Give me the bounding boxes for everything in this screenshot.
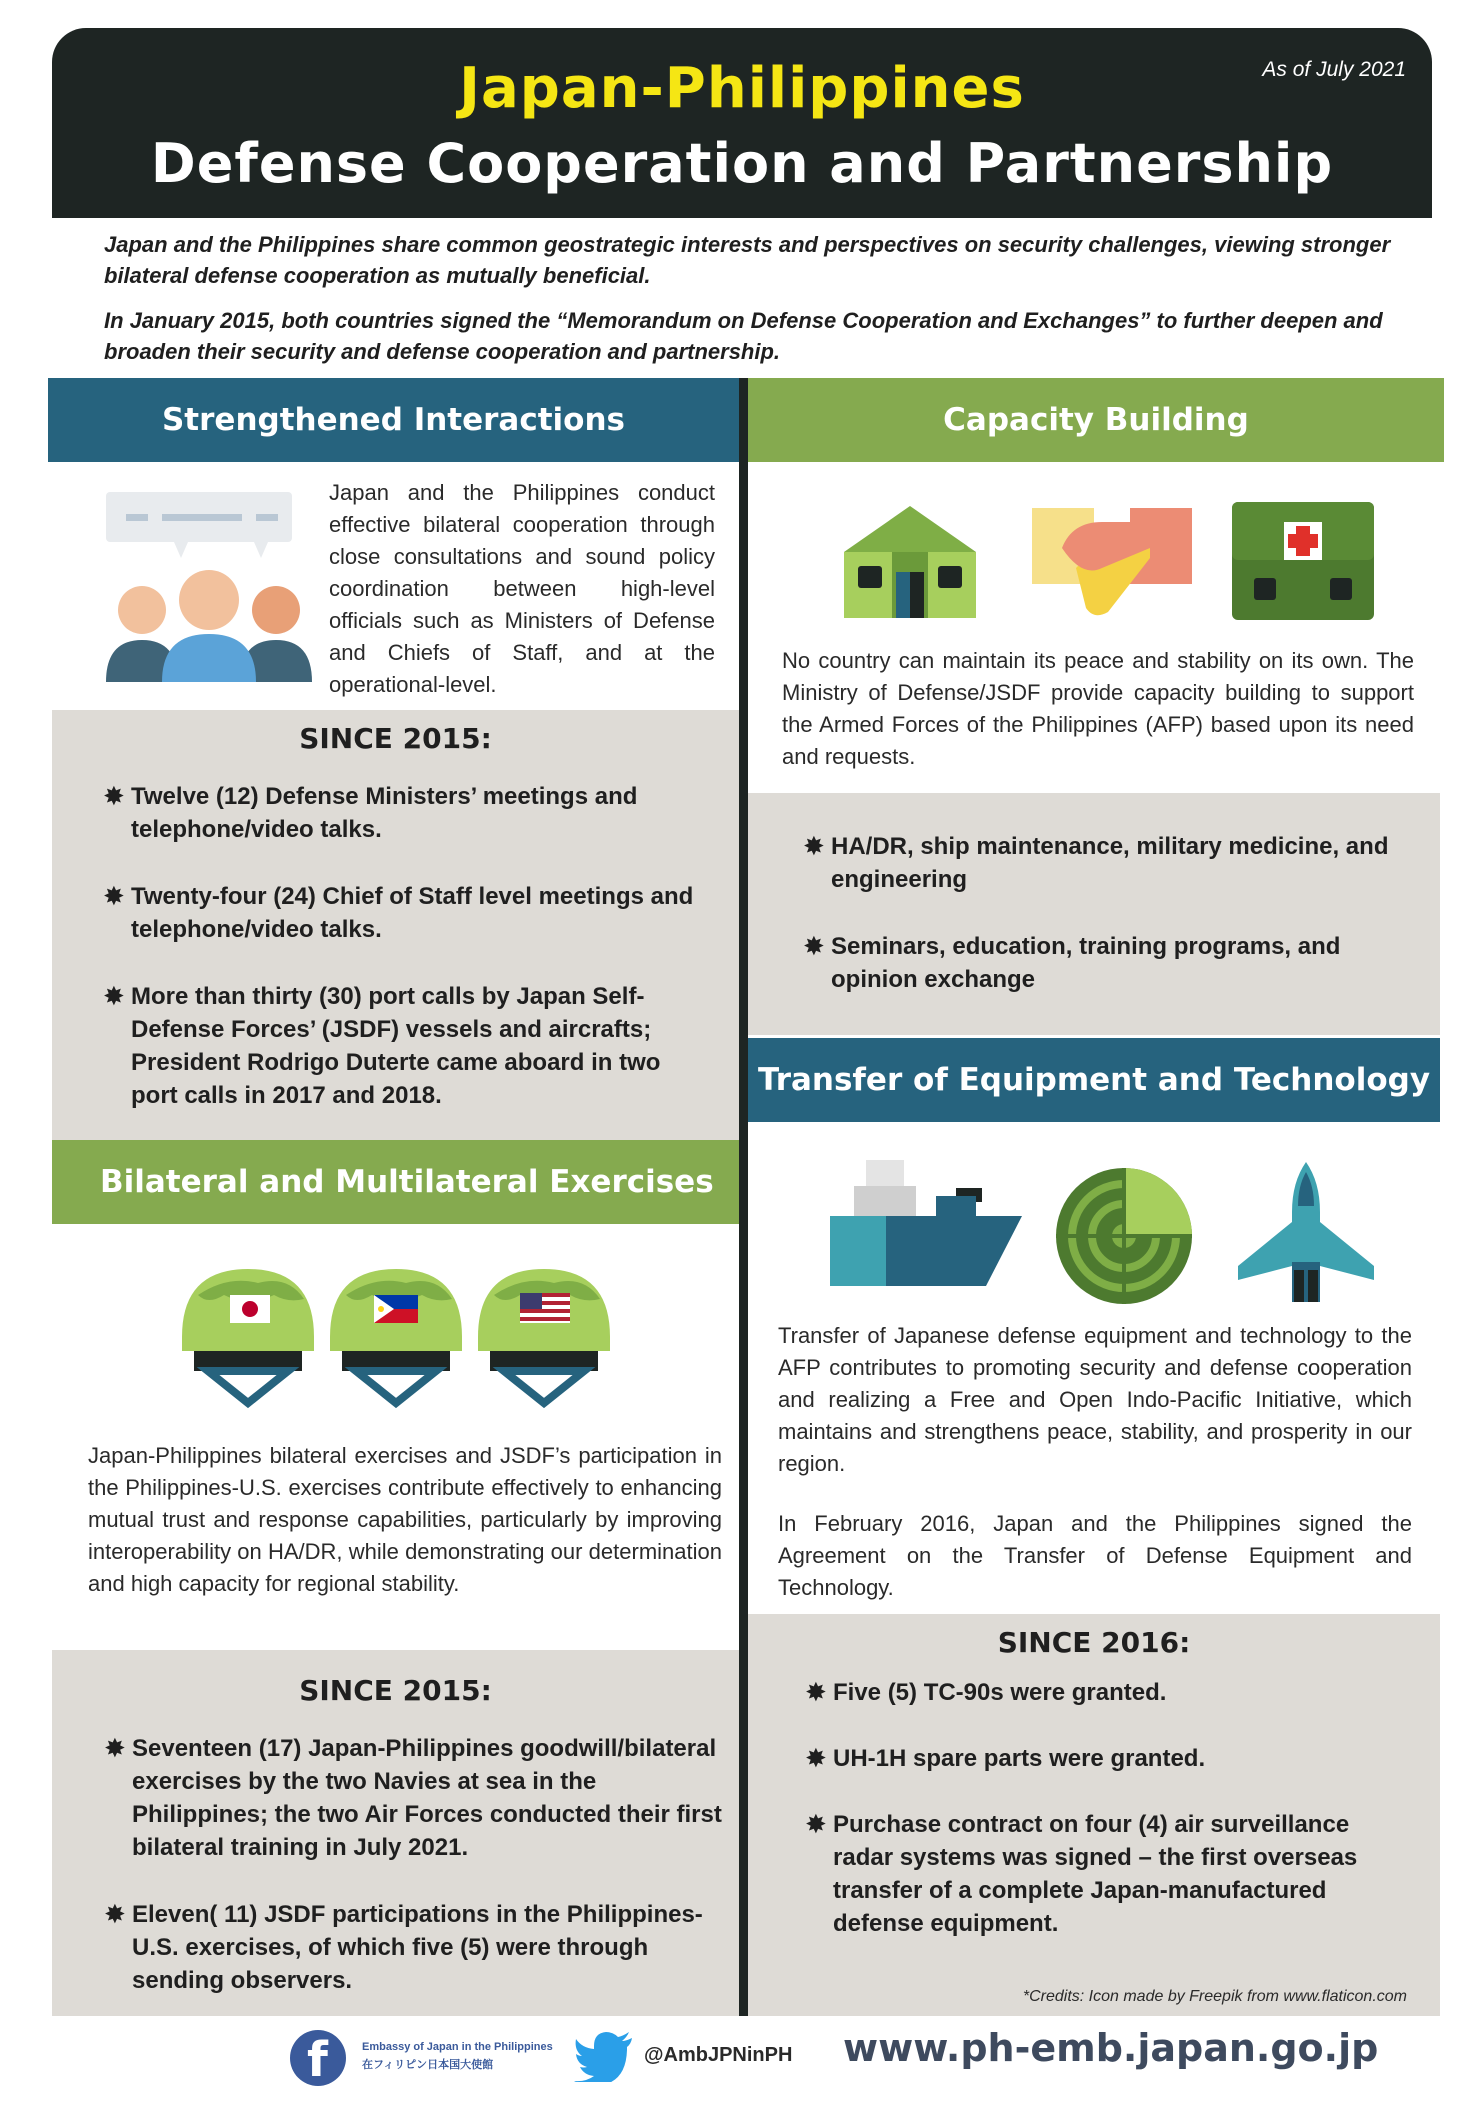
intro-paragraph-1: Japan and the Philippines share common geostrategic interests and perspectives on security challenges, viewing stronger bilateral defense cooperation as mutually beneficial. xyxy=(104,232,1391,288)
star-bullet-icon: ✸ xyxy=(805,1743,827,1773)
twitter-handle[interactable]: @AmbJPNinPH xyxy=(644,2044,793,2066)
list-item xyxy=(803,830,1421,896)
bullet-text: Eleven( 11) JSDF participations in the Philippines-U.S. exercises, of which five (5) were through sending observers. xyxy=(132,1901,703,1994)
bullet-text: HA/DR, ship maintenance, military medicine, and engineering xyxy=(831,833,1389,893)
embassy-name-jp[interactable]: 在フィリピン日本国大使館 xyxy=(362,2059,494,2071)
star-bullet-icon: ✸ xyxy=(103,981,125,1011)
bullet-text: Purchase contract on four (4) air surveillance radar systems was signed – the first overseas transfer of a complete Japan-manufactured defense equipment. xyxy=(833,1811,1358,1937)
fighter-jet-icon xyxy=(1236,1162,1376,1302)
star-bullet-icon: ✸ xyxy=(803,931,825,961)
tent-icon xyxy=(840,502,980,618)
list-item xyxy=(803,930,1391,996)
list-item xyxy=(103,880,721,946)
meeting-icon xyxy=(104,490,314,682)
exercises-description: Japan-Philippines bilateral exercises and JSDF’s participation in the Philippines-U.S. exercises contribute effectively to enhancing mutual trust and response capabilities, particularly by improving interoperability on HA/DR, while demonstrating our determination and high capacity for regional stability. xyxy=(88,1443,722,1596)
list-item xyxy=(104,1732,732,1864)
bullet-text: Twelve (12) Defense Ministers’ meetings and telephone/video talks. xyxy=(131,783,638,843)
section-heading-text: Capacity Building xyxy=(943,402,1249,438)
title-line-2: Defense Cooperation and Partnership xyxy=(150,132,1334,195)
intro-paragraph-2: In January 2015, both countries signed the “Memorandum on Defense Cooperation and Exchanges” to further deepen and broaden their security and defense cooperation and partnership. xyxy=(104,308,1383,364)
section-heading-text: Strengthened Interactions xyxy=(161,402,625,438)
date-label: As of July 2021 xyxy=(1262,58,1406,81)
bullet-text: UH-1H spare parts were granted. xyxy=(833,1745,1206,1772)
section-heading-exercises xyxy=(52,1140,739,1224)
since-heading: SINCE 2015: xyxy=(299,1674,492,1707)
list-item xyxy=(103,780,721,846)
bullet-text: Twenty-four (24) Chief of Staff level meetings and telephone/video talks. xyxy=(131,883,694,943)
medical-kit-icon xyxy=(1232,502,1374,620)
list-item xyxy=(104,1898,722,1997)
section-heading-text: Transfer of Equipment and Technology xyxy=(757,1062,1431,1098)
since-heading: SINCE 2016: xyxy=(997,1626,1191,1659)
list-item xyxy=(805,1676,1423,1709)
star-bullet-icon: ✸ xyxy=(103,781,125,811)
star-bullet-icon: ✸ xyxy=(104,1899,126,1929)
star-bullet-icon: ✸ xyxy=(805,1809,827,1839)
section-heading-strengthened-interactions xyxy=(48,378,739,462)
twitter-icon[interactable] xyxy=(574,2032,634,2082)
list-item xyxy=(805,1808,1393,1940)
star-bullet-icon: ✸ xyxy=(805,1677,827,1707)
bullet-text: Five (5) TC-90s were granted. xyxy=(833,1679,1167,1706)
capacity-description: No country can maintain its peace and stability on its own. The Ministry of Defense/JSDF provide capacity building to support the Armed Forces of the Philippines (AFP) based upon its need and requests. xyxy=(782,648,1414,769)
star-bullet-icon: ✸ xyxy=(803,831,825,861)
embassy-name-en[interactable]: Embassy of Japan in the Philippines xyxy=(362,2041,553,2053)
ship-icon xyxy=(826,1160,1026,1286)
page-header xyxy=(52,28,1432,218)
helmets-icon xyxy=(178,1265,618,1413)
handshake-icon xyxy=(1032,508,1192,620)
bullet-text: More than thirty (30) port calls by Japan Self-Defense Forces’ (JSDF) vessels and aircrafts; President Rodrigo Duterte came aboard in two port calls in 2017 and 2018. xyxy=(131,983,661,1109)
embassy-website-link[interactable]: www.ph-emb.japan.go.jp xyxy=(843,2026,1379,2070)
star-bullet-icon: ✸ xyxy=(103,881,125,911)
section-heading-capacity-building xyxy=(748,378,1444,462)
star-bullet-icon: ✸ xyxy=(104,1733,126,1763)
list-item xyxy=(103,980,691,1112)
section-heading-text: Bilateral and Multilateral Exercises xyxy=(100,1164,714,1200)
column-divider xyxy=(739,378,748,2016)
section-heading-transfer xyxy=(748,1038,1440,1122)
bullet-text: Seminars, education, training programs, and opinion exchange xyxy=(831,933,1341,993)
radar-icon xyxy=(1054,1166,1194,1306)
facebook-icon[interactable]: f xyxy=(290,2030,346,2086)
list-item xyxy=(805,1742,1423,1775)
transfer-agreement-text: In February 2016, Japan and the Philippines signed the Agreement on the Transfer of Defense Equipment and Technology. xyxy=(778,1511,1412,1600)
title-line-1: Japan-Philippines xyxy=(459,56,1025,121)
bullet-text: Seventeen (17) Japan-Philippines goodwill/bilateral exercises by the two Navies at sea in the Philippines; the two Air Forces conducted their first bilateral training in July 2021. xyxy=(132,1735,722,1861)
strengthened-description: Japan and the Philippines conduct effective bilateral cooperation through close consultations and sound policy coordination between high-level officials such as Ministers of Defense and Chiefs of Staff, and at the operational-level. xyxy=(329,480,715,697)
credits-note: *Credits: Icon made by Freepik from www.flaticon.com xyxy=(1022,1988,1407,2005)
since-heading: SINCE 2015: xyxy=(299,722,492,755)
transfer-description: Transfer of Japanese defense equipment and technology to the AFP contributes to promoting security and defense cooperation and realizing a Free and Open Indo-Pacific Initiative, which maintains and strengthens peace, stability, and prosperity in our region. xyxy=(778,1323,1412,1476)
